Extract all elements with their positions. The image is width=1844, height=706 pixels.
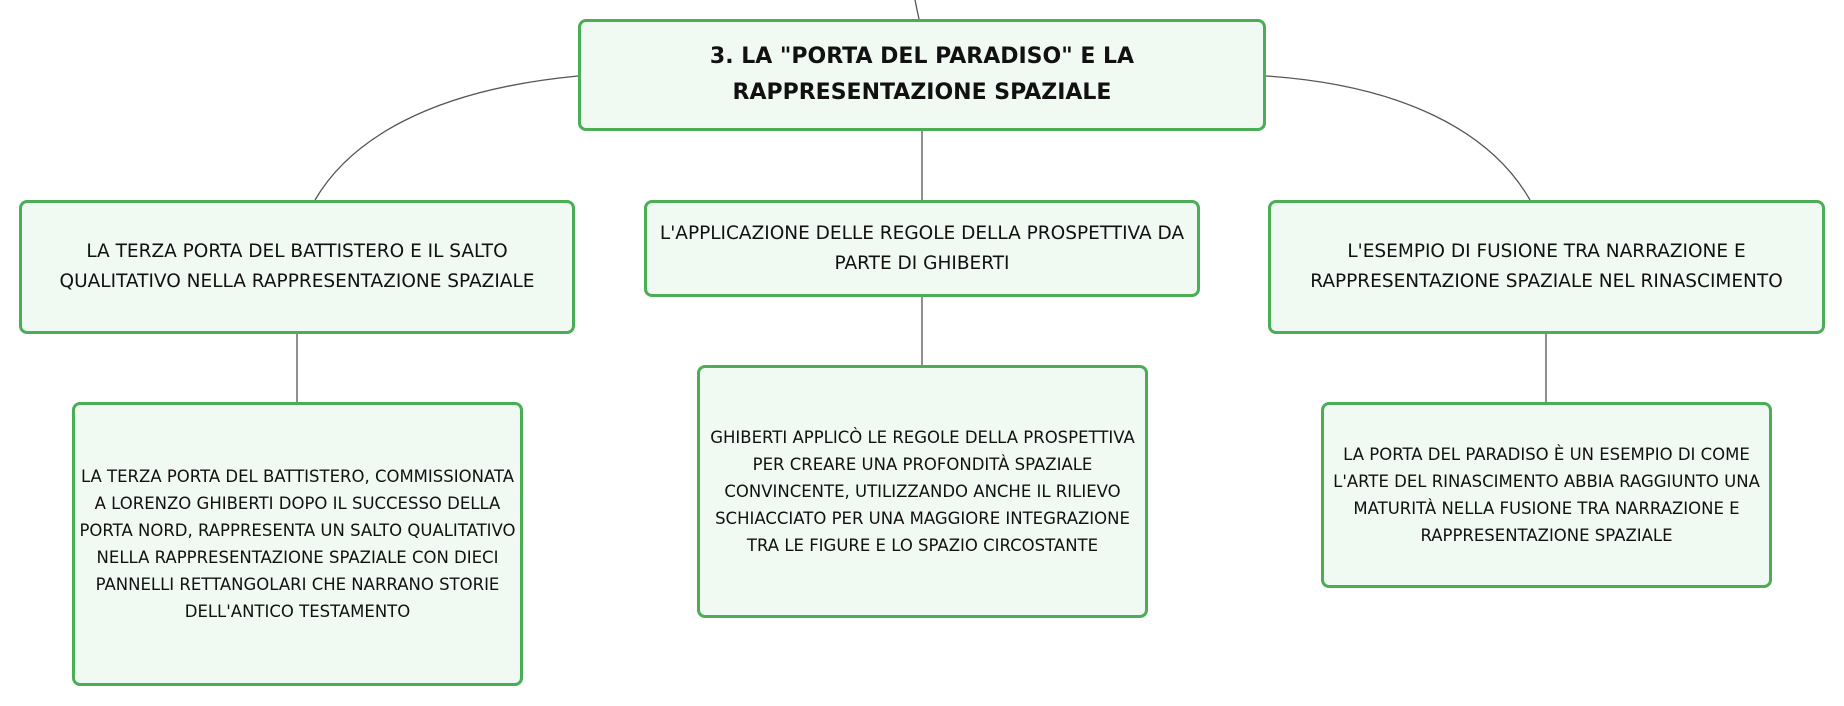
detail-node-text: LA PORTA DEL PARADISO È UN ESEMPIO DI COME L'ARTE DEL RINASCIMENTO ABBIA RAGGIUNTO UNA MATURITÀ NELLA FUSIONE TRA NARRAZIONE E RAPPRESENTAZIONE SPAZIALE [1333, 445, 1760, 545]
branch-node-fusione[interactable] [1268, 200, 1825, 334]
connector-root-to-branch-1 [315, 76, 578, 200]
root-topic-node[interactable] [578, 19, 1266, 131]
branch-node-label: LA TERZA PORTA DEL BATTISTERO E IL SALTO QUALITATIVO NELLA RAPPRESENTAZIONE SPAZIALE [59, 241, 535, 292]
branch-node-label: L'APPLICAZIONE DELLE REGOLE DELLA PROSPETTIVA DA PARTE DI GHIBERTI [659, 222, 1185, 274]
detail-node-prospettiva[interactable] [697, 365, 1148, 618]
detail-node-text: LA TERZA PORTA DEL BATTISTERO, COMMISSIONATA A LORENZO GHIBERTI DOPO IL SUCCESSO DELLA PORTA NORD, RAPPRESENTA UN SALTO QUALITATIVO NELLA RAPPRESENTAZIONE SPAZIALE CON DIECI PANNELLI RETTANGOLARI CHE NARRANO STORIE DELL'ANTICO TESTAMENTO [79, 467, 516, 621]
branch-node-prospettiva[interactable] [644, 200, 1200, 297]
connector-root-to-branch-3 [1266, 76, 1530, 200]
branch-node-terza-porta[interactable] [19, 200, 575, 334]
connector-from-parent [915, 0, 919, 19]
detail-node-text: GHIBERTI APPLICÒ LE REGOLE DELLA PROSPETTIVA PER CREARE UNA PROFONDITÀ SPAZIALE CONVINCENTE, UTILIZZANDO ANCHE IL RILIEVO SCHIACCIATO PER UNA MAGGIORE INTEGRAZIONE TRA LE FIGURE E LO SPAZIO CIRCOSTANTE [710, 428, 1135, 555]
detail-node-fusione[interactable] [1321, 402, 1772, 588]
branch-node-label: L'ESEMPIO DI FUSIONE TRA NARRAZIONE E RAPPRESENTAZIONE SPAZIALE NEL RINASCIMENTO [1310, 241, 1783, 292]
detail-node-terza-porta[interactable] [72, 402, 523, 686]
root-topic-label: 3. LA "PORTA DEL PARADISO" E LA RAPPRESENTAZIONE SPAZIALE [709, 44, 1135, 105]
